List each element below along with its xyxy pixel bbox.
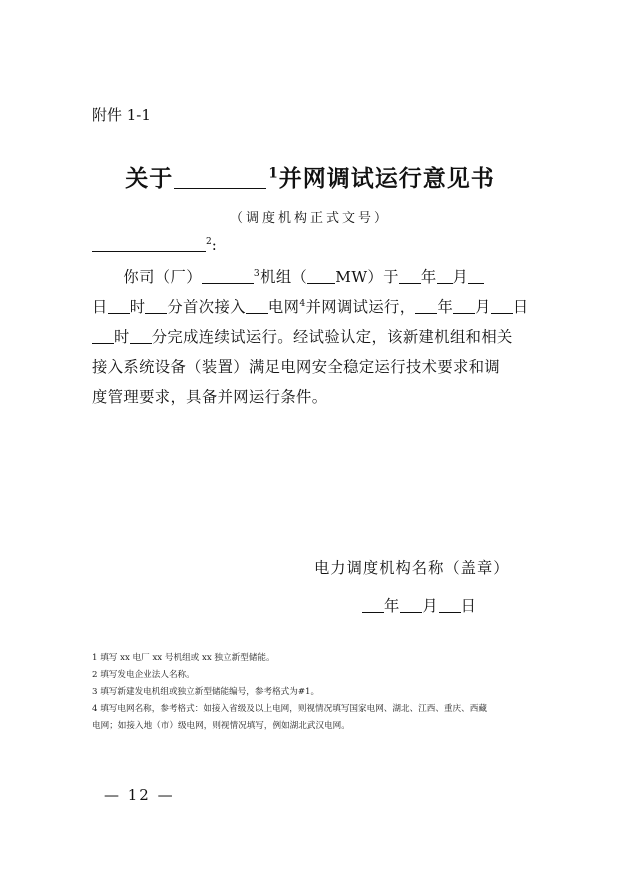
title-footnote-mark: 1 [268,165,279,182]
addressee-line [92,236,217,254]
footnote-mark: 4 [299,297,306,309]
body-line-2: 日 时 分首次接入 电网$^4$并网调试运行， 年 月 日 [92,297,529,316]
body-paragraph [92,262,532,412]
footnote-4-continued: 电网；如接入地（市）级电网，则视情况填写，例如湖北武汉电网。 [92,721,350,731]
blank [108,299,130,314]
addressee-blank [92,237,206,252]
blank [362,598,384,613]
footnote-mark: 3 [253,267,261,279]
blank [415,299,437,314]
blank [130,329,152,344]
title-blank [174,166,266,189]
blank [246,299,268,314]
body-line-1: 你司（厂） $^3$机组（ MW）于 年 月 [92,262,532,292]
body-line-4: 接入系统设备（装置）满足电网安全稳定运行技术要求和调 [92,358,501,376]
date-line: 年 月 日 [362,594,477,616]
blank [468,269,484,284]
blank [307,269,335,284]
footnotes [92,650,532,735]
blank [92,329,114,344]
footnote-2: 2 填写发电企业法人名称。 [92,670,195,680]
blank [453,299,475,314]
addressee-colon: : [211,236,217,254]
document-number-placeholder: （调度机构正式文号） [229,211,390,226]
blank [202,269,254,284]
blank [145,299,167,314]
body-line-3: 时 分完成连续试运行。经试验认定，该新建机组和相关 [92,322,532,352]
signature-line: 电力调度机构名称（盖章） [314,559,510,577]
body-line-5: 度管理要求，具备并网运行条件。 [92,388,328,406]
blank [437,269,453,284]
document-title [0,160,620,193]
blank [399,269,421,284]
addressee-footnote-mark: 2 [206,237,212,247]
blank [400,598,422,613]
blank [491,299,513,314]
attachment-label: 附件 1-1 [92,106,151,124]
footnote-1: 1 填写 xx 电厂 xx 号机组或 xx 独立新型储能。 [92,653,275,663]
title-suffix: 并网调试运行意见书 [278,165,495,192]
footnote-4: 4 填写电网名称，参考格式：如接入省级及以上电网，则视情况填写国家电网、湖北、江西、重庆、西藏 [92,704,487,714]
blank [439,598,461,613]
page-number: — 12 — [104,786,175,804]
footnote-3: 3 填写新建发电机组或独立新型储能编号，参考格式为#1。 [92,687,320,697]
title-prefix: 关于 [125,165,174,192]
